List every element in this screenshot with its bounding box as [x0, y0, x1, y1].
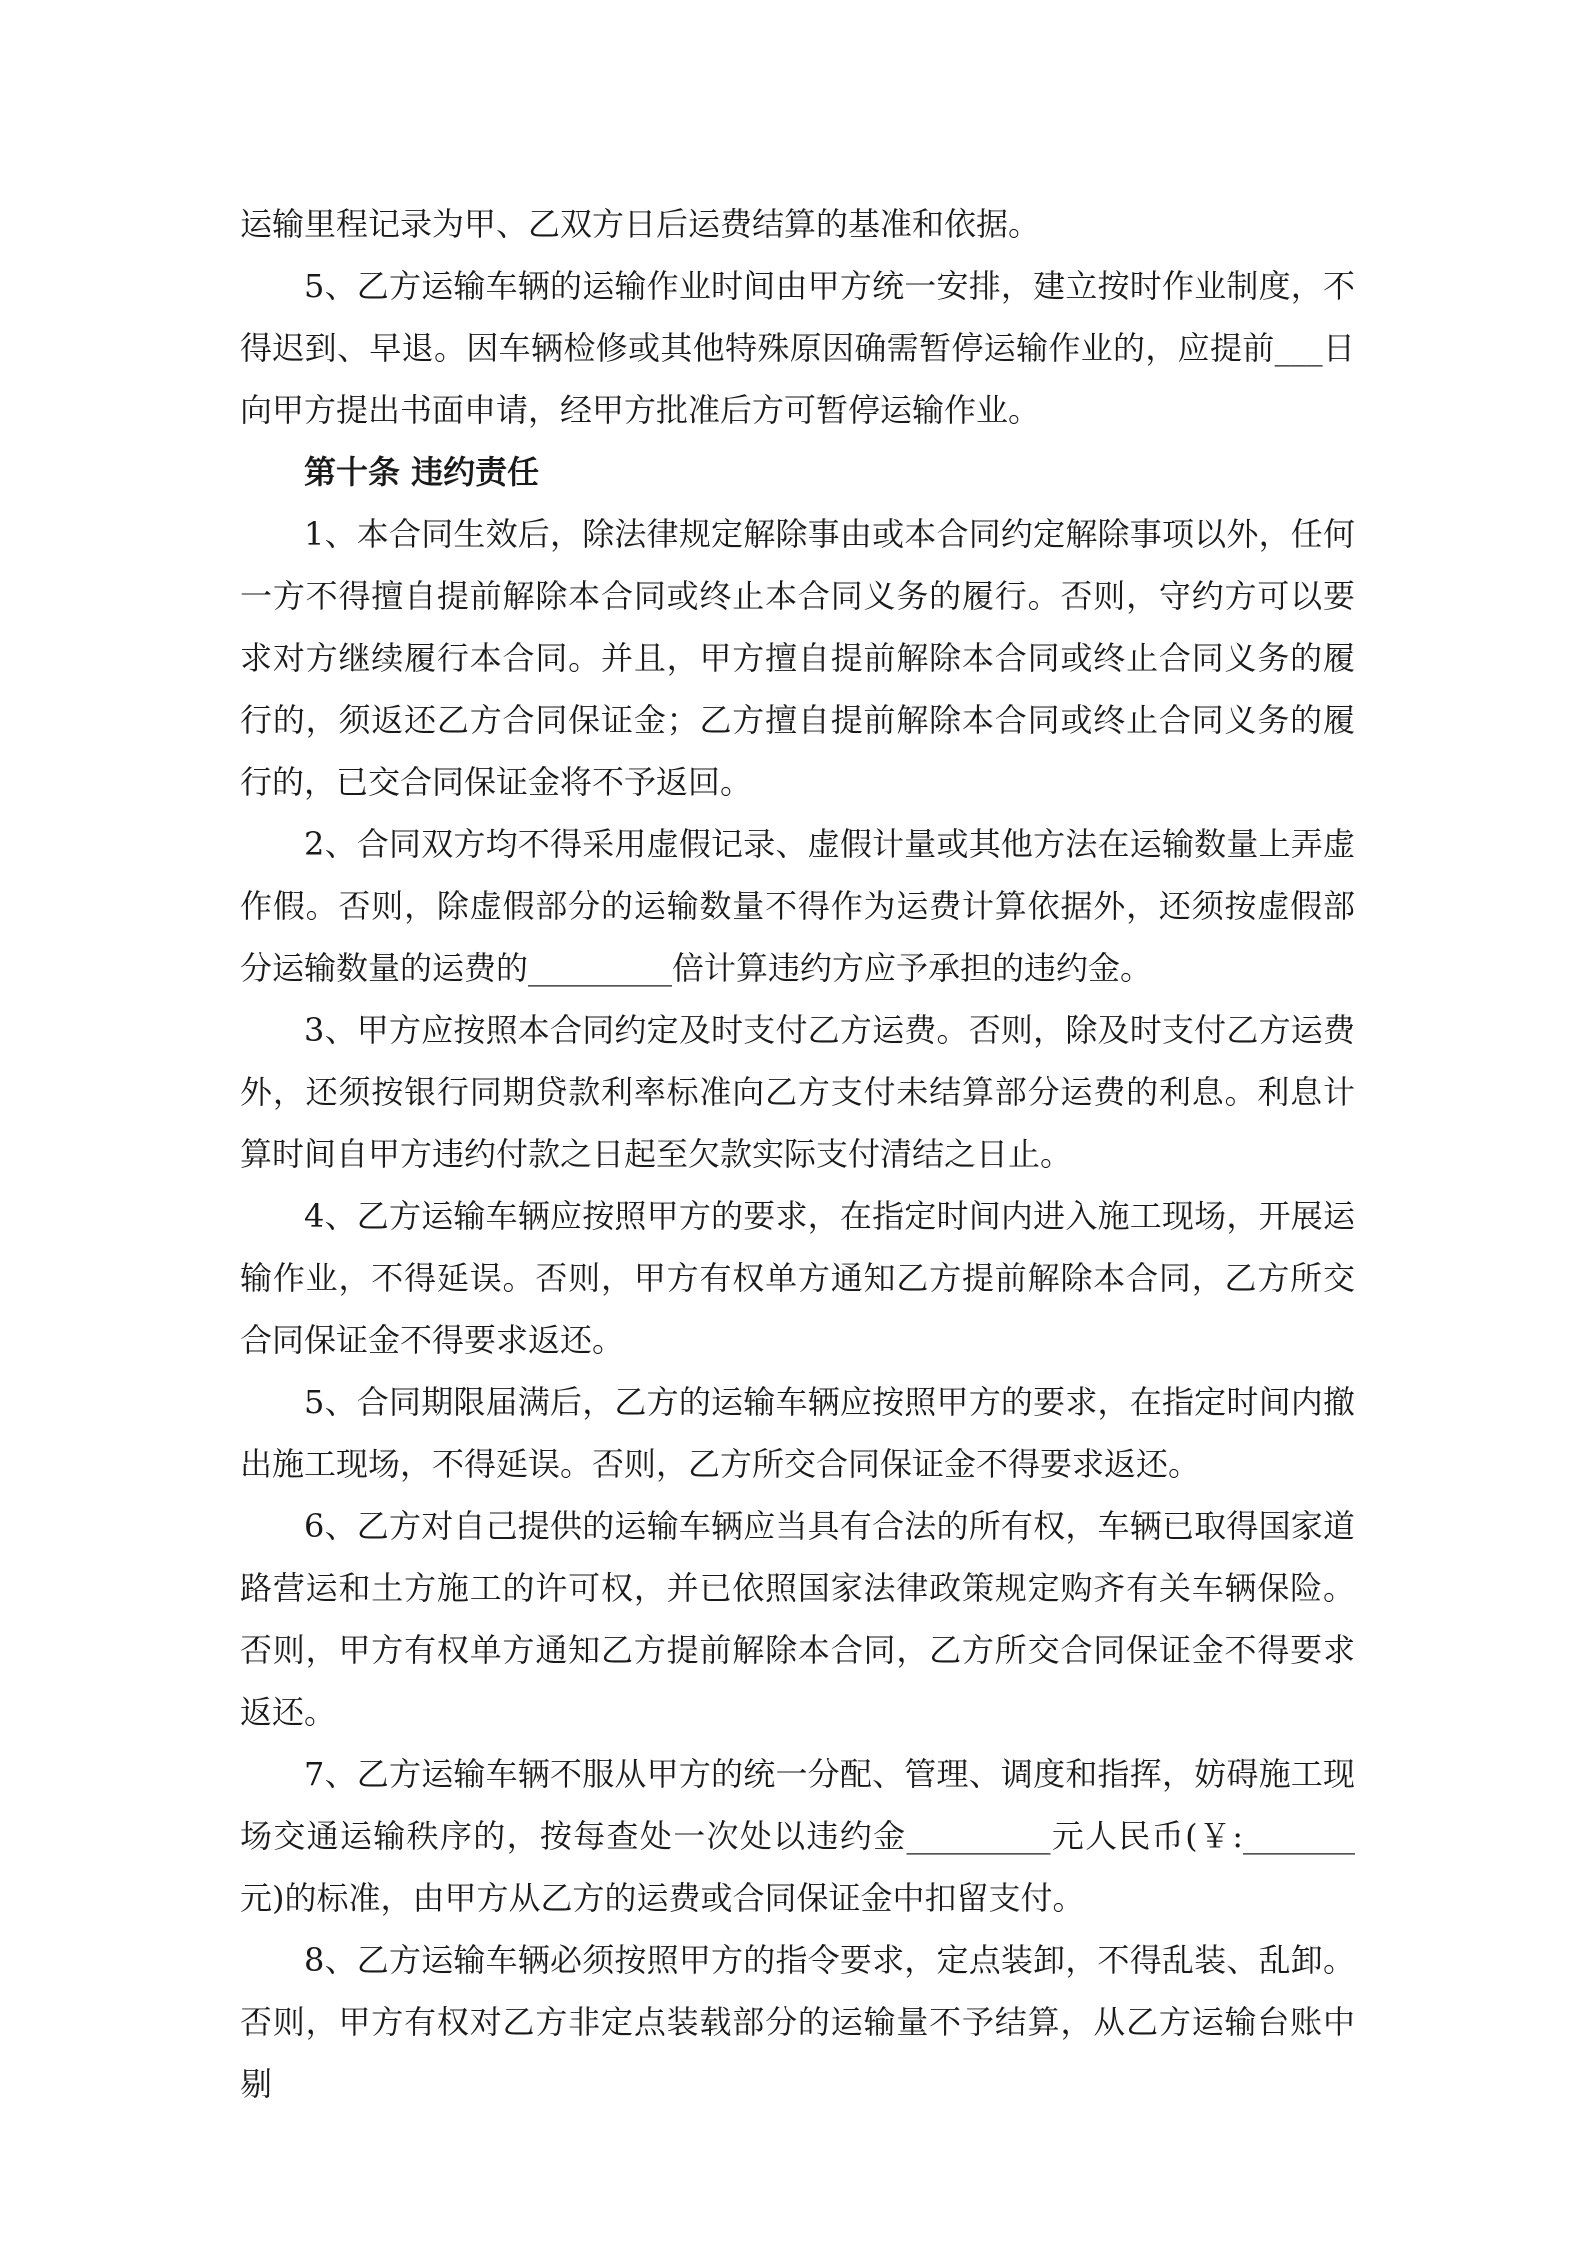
paragraph-clause-10-1: 1、本合同生效后，除法律规定解除事由或本合同约定解除事项以外，任何一方不得擅自提前解除本合同或终止本合同义务的履行。否则，守约方可以要求对方继续履行本合同。并且，甲方擅自提前解除本合同或终止合同义务的履行的，须返还乙方合同保证金；乙方擅自提前解除本合同或终止合同义务的履行的，已交合同保证金将不予返回。: [240, 515, 1355, 801]
paragraph-clause-10-5: 5、合同期限届满后，乙方的运输车辆应按照甲方的要求，在指定时间内撤出施工现场，不得延误。否则，乙方所交合同保证金不得要求返还。: [240, 1383, 1355, 1483]
paragraph-clause-10-8: 8、乙方运输车辆必须按照甲方的指令要求，定点装卸，不得乱装、乱卸。否则，甲方有权对乙方非定点装载部分的运输量不予结算，从乙方运输台账中剔: [240, 1941, 1355, 2103]
paragraph-clause-10-4: 4、乙方运输车辆应按照甲方的要求，在指定时间内进入施工现场，开展运输作业，不得延误。否则，甲方有权单方通知乙方提前解除本合同，乙方所交合同保证金不得要求返还。: [240, 1197, 1355, 1359]
paragraph-clause-10-2: 2、合同双方均不得采用虚假记录、虚假计量或其他方法在运输数量上弄虚作假。否则，除虚假部分的运输数量不得作为运费计算依据外，还须按虚假部分运输数量的运费的_________倍计算违约方应予承担的违约金。: [240, 825, 1355, 987]
paragraph-clause-9-5: 5、乙方运输车辆的运输作业时间由甲方统一安排，建立按时作业制度，不得迟到、早退。因车辆检修或其他特殊原因确需暂停运输作业的，应提前___日向甲方提出书面申请，经甲方批准后方可暂停运输作业。: [240, 267, 1355, 429]
paragraph-clause-10-7: 7、乙方运输车辆不服从甲方的统一分配、管理、调度和指挥，妨碍施工现场交通运输秩序的，按每查处一次处以违约金_________元人民币(￥:_______元)的标准，由甲方从乙方的运费或合同保证金中扣留支付。: [240, 1755, 1355, 1917]
paragraph-clause-10-6: 6、乙方对自己提供的运输车辆应当具有合法的所有权，车辆已取得国家道路营运和土方施工的许可权，并已依照国家法律政策规定购齐有关车辆保险。否则，甲方有权单方通知乙方提前解除本合同，乙方所交合同保证金不得要求返还。: [240, 1507, 1355, 1731]
paragraph-clause-10-3: 3、甲方应按照本合同约定及时支付乙方运费。否则，除及时支付乙方运费外，还须按银行同期贷款利率标准向乙方支付未结算部分运费的利息。利息计算时间自甲方违约付款之日起至欠款实际支付清结之日止。: [240, 1011, 1355, 1173]
document-body: [240, 193, 1355, 2115]
article-10-heading: 第十条 违约责任: [304, 453, 540, 491]
paragraph-continuation: 运输里程记录为甲、乙双方日后运费结算的基准和依据。: [240, 205, 1041, 243]
